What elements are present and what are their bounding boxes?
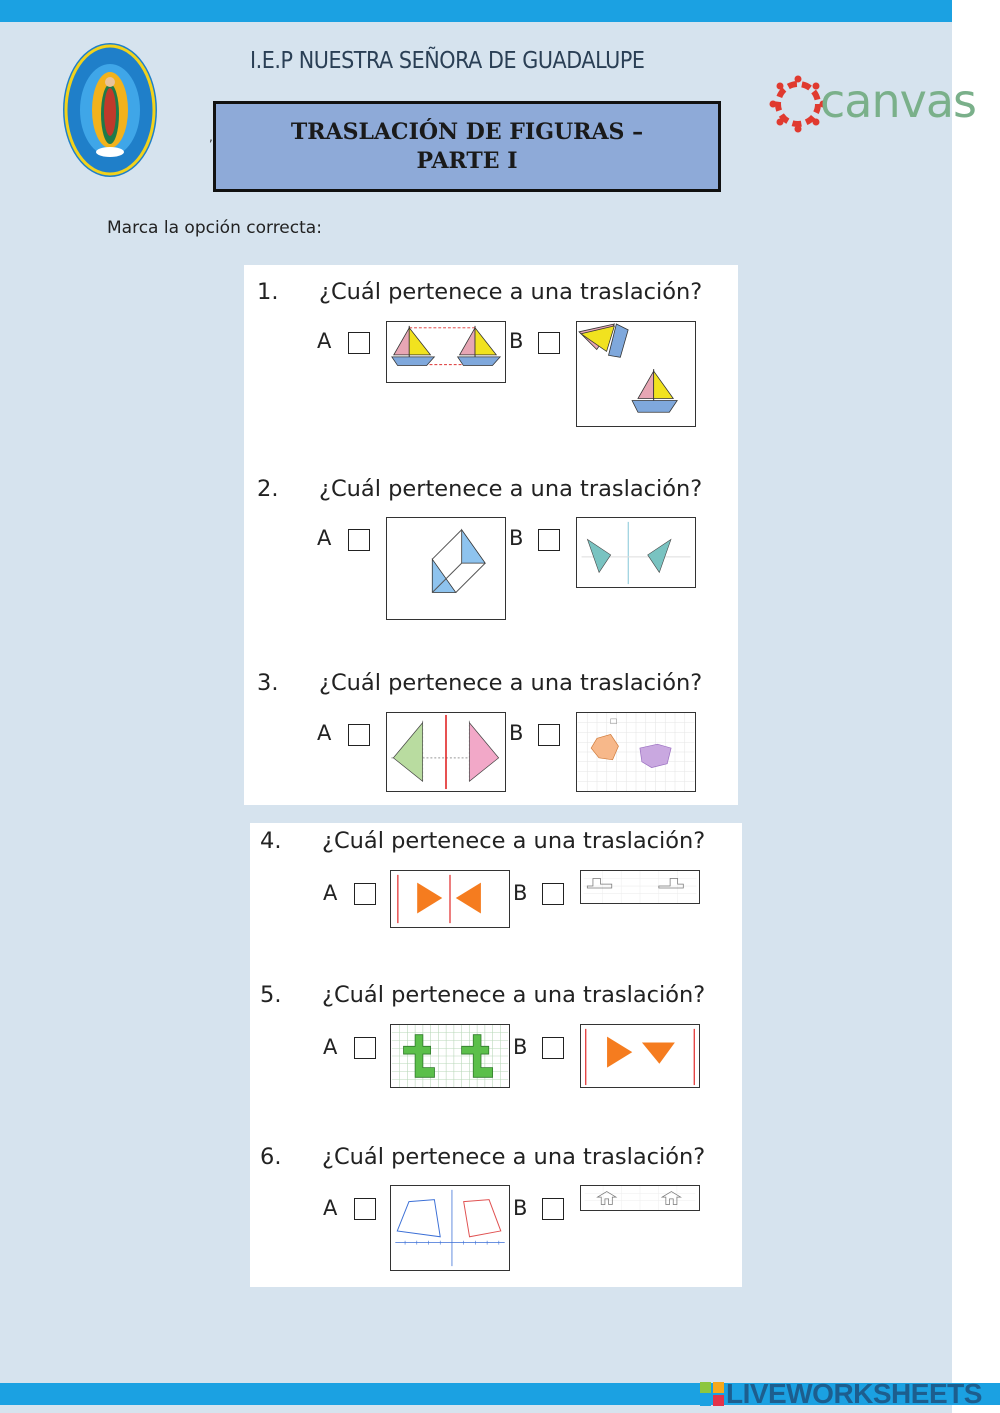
option-a-label: A bbox=[323, 1196, 338, 1220]
liveworksheets-icon bbox=[700, 1381, 724, 1405]
option-b-checkbox[interactable] bbox=[542, 1198, 564, 1220]
question-text: ¿Cuál pertenece a una traslación? bbox=[322, 1144, 706, 1170]
option-a-checkbox[interactable] bbox=[348, 724, 370, 746]
option-b-label: B bbox=[513, 1196, 528, 1220]
figure-q3-a bbox=[386, 712, 506, 792]
questions-panel-1 bbox=[244, 265, 738, 805]
question-text: ¿Cuál pertenece a una traslación? bbox=[322, 828, 706, 854]
figure-q3-b bbox=[576, 712, 696, 792]
option-b-checkbox[interactable] bbox=[542, 1037, 564, 1059]
school-name: I.E.P NUESTRA SEÑORA DE GUADALUPE bbox=[250, 48, 645, 74]
option-a-label: A bbox=[317, 526, 332, 550]
option-a-label: A bbox=[317, 329, 332, 353]
option-b-checkbox[interactable] bbox=[542, 883, 564, 905]
option-b-label: B bbox=[513, 1035, 528, 1059]
questions-panel-2 bbox=[250, 823, 742, 1287]
option-b-checkbox[interactable] bbox=[538, 724, 560, 746]
instruction-text: Marca la opción correcta: bbox=[107, 218, 322, 238]
figure-q1-b bbox=[576, 321, 696, 427]
liveworksheets-logo bbox=[700, 1378, 982, 1410]
decorative-mark: , bbox=[209, 130, 213, 144]
question-number: 1. bbox=[257, 279, 279, 305]
option-a-label: A bbox=[323, 1035, 338, 1059]
worksheet-title-box bbox=[213, 101, 721, 192]
option-a-label: A bbox=[317, 721, 332, 745]
figure-q5-a bbox=[390, 1024, 510, 1088]
right-margin bbox=[952, 0, 1000, 1413]
option-b-checkbox[interactable] bbox=[538, 332, 560, 354]
question-text: ¿Cuál pertenece a una traslación? bbox=[319, 670, 703, 696]
option-b-label: B bbox=[509, 526, 524, 550]
question-number: 5. bbox=[260, 982, 282, 1008]
question-number: 2. bbox=[257, 476, 279, 502]
option-a-checkbox[interactable] bbox=[354, 1037, 376, 1059]
figure-q5-b bbox=[580, 1024, 700, 1088]
title-line-1: TRASLACIÓN DE FIGURAS – bbox=[290, 119, 644, 145]
figure-q6-b bbox=[580, 1185, 700, 1211]
option-a-checkbox[interactable] bbox=[348, 529, 370, 551]
top-bar bbox=[0, 0, 952, 22]
option-a-checkbox[interactable] bbox=[354, 1198, 376, 1220]
title-line-2: PARTE I bbox=[416, 148, 518, 174]
figure-q6-a bbox=[390, 1185, 510, 1271]
figure-q2-b bbox=[576, 517, 696, 588]
question-text: ¿Cuál pertenece a una traslación? bbox=[319, 476, 703, 502]
option-b-checkbox[interactable] bbox=[538, 529, 560, 551]
figure-q2-a bbox=[386, 517, 506, 620]
question-number: 6. bbox=[260, 1144, 282, 1170]
option-b-label: B bbox=[513, 881, 528, 905]
question-text: ¿Cuál pertenece a una traslación? bbox=[322, 982, 706, 1008]
option-b-label: B bbox=[509, 329, 524, 353]
question-text: ¿Cuál pertenece a una traslación? bbox=[319, 279, 703, 305]
question-number: 4. bbox=[260, 828, 282, 854]
canvas-brand-text: canvas bbox=[820, 74, 977, 128]
figure-q4-a bbox=[390, 870, 510, 928]
option-a-checkbox[interactable] bbox=[348, 332, 370, 354]
option-a-checkbox[interactable] bbox=[354, 883, 376, 905]
option-b-label: B bbox=[509, 721, 524, 745]
figure-q1-a bbox=[386, 321, 506, 383]
figure-q4-b bbox=[580, 870, 700, 904]
option-a-label: A bbox=[323, 881, 338, 905]
question-number: 3. bbox=[257, 670, 279, 696]
liveworksheets-text: LIVEWORKSHEETS bbox=[726, 1378, 982, 1409]
school-seal-logo bbox=[62, 42, 158, 178]
